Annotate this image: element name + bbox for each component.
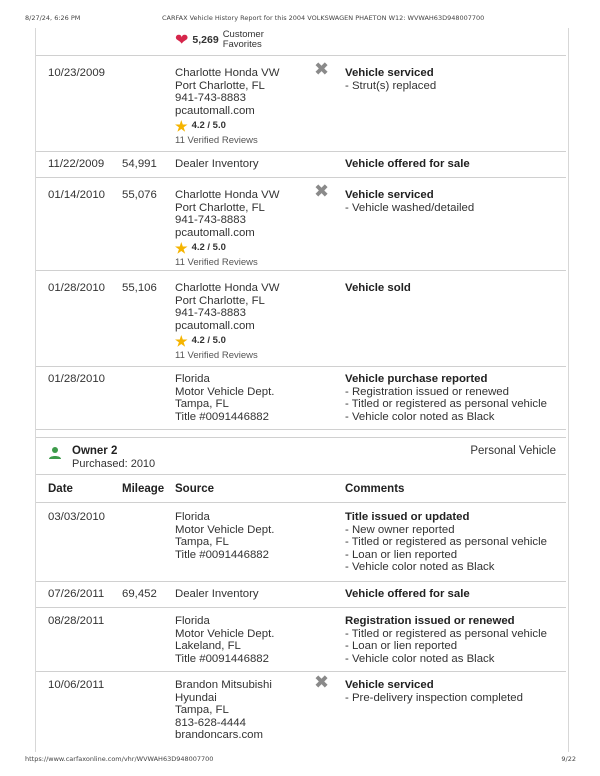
record-date: 11/22/2009 — [48, 158, 105, 170]
print-url: https://www.carfaxonline.com/vhr/WVWAH63D948007700 — [25, 755, 214, 763]
verified-reviews-link[interactable]: 11 Verified Reviews — [175, 349, 258, 361]
table-row — [36, 672, 566, 750]
person-icon — [48, 446, 62, 465]
dealer-website-link[interactable]: pcautomall.com — [175, 226, 255, 239]
owner-purchased: Purchased: 2010 — [72, 458, 156, 470]
record-comment-title: Vehicle offered for sale — [345, 158, 470, 170]
record-date: 01/14/2010 — [48, 189, 106, 201]
record-date: 03/03/2010 — [48, 511, 106, 523]
table-header — [36, 476, 566, 503]
service-icon: ✖ — [314, 181, 330, 201]
table-row — [36, 56, 566, 152]
heart-icon: ❤ — [175, 32, 189, 49]
record-comments: Vehicle serviced - Strut(s) replaced — [345, 67, 437, 92]
dealer-website-link[interactable]: pcautomall.com — [175, 319, 255, 332]
record-date: 07/26/2011 — [48, 588, 105, 600]
record-date: 10/06/2011 — [48, 679, 105, 691]
header-mileage: Mileage — [122, 483, 165, 495]
record-comments: Vehicle serviced - Pre-delivery inspection completed — [345, 679, 523, 704]
table-row — [36, 271, 566, 367]
record-mileage: 55,076 — [122, 189, 157, 201]
table-row — [36, 503, 566, 582]
dealer-website-link[interactable]: brandoncars.com — [175, 729, 264, 741]
record-comment-title: Vehicle offered for sale — [345, 588, 470, 600]
header-comments: Comments — [345, 483, 405, 495]
table-row — [36, 582, 566, 608]
service-icon: ✖ — [314, 672, 330, 692]
star-icon: ★ — [175, 240, 188, 257]
record-mileage: 69,452 — [122, 588, 157, 600]
print-page-number: 9/22 — [561, 755, 576, 763]
record-comments: Title issued or updated - New owner reported - Titled or registered as personal vehicle - Loan or lien reported - Vehicle color noted as Black — [345, 511, 547, 573]
record-source: Charlotte Honda VW Port Charlotte, FL 941-743-8883 pcautomall.com ★ 4.2 / 5.0 11 Verified Reviews — [175, 189, 280, 268]
dealer-website-link[interactable]: pcautomall.com — [175, 104, 255, 117]
owner-vehicle-type: Personal Vehicle — [470, 445, 556, 457]
record-date: 01/28/2010 — [48, 282, 106, 294]
star-icon: ★ — [175, 333, 188, 350]
record-source: Florida Motor Vehicle Dept. Lakeland, FL Title #0091446882 — [175, 615, 275, 665]
record-source: Brandon Mitsubishi Hyundai Tampa, FL 813-628-4444 brandoncars.com — [175, 679, 272, 741]
record-comments: Registration issued or renewed - Titled or registered as personal vehicle - Loan or lien reported - Vehicle color noted as Black — [345, 615, 547, 665]
favorites-row-end — [36, 28, 566, 56]
record-source: Charlotte Honda VW Port Charlotte, FL 941-743-8883 pcautomall.com ★ 4.2 / 5.0 11 Verified Reviews — [175, 282, 280, 361]
print-datetime: 8/27/24, 6:26 PM — [25, 14, 81, 22]
print-title: CARFAX Vehicle History Report for this 2004 VOLKSWAGEN PHAETON W12: WVWAH63D948007700 — [162, 14, 485, 22]
record-source: Dealer Inventory — [175, 588, 259, 600]
verified-reviews-link[interactable]: 11 Verified Reviews — [175, 256, 258, 268]
record-date: 10/23/2009 — [48, 67, 106, 79]
record-comments: Vehicle purchase reported - Registration issued or renewed - Titled or registered as personal vehicle - Vehicle color noted as Black — [345, 373, 547, 423]
favorites-count: 5,269 — [192, 34, 219, 46]
dealer-rating[interactable]: ★ 4.2 / 5.0 — [175, 118, 226, 135]
record-date: 01/28/2010 — [48, 373, 106, 385]
table-row — [36, 152, 566, 178]
record-source: Florida Motor Vehicle Dept. Tampa, FL Title #0091446882 — [175, 511, 275, 561]
favorites-label: Customer Favorites — [222, 29, 264, 50]
record-date: 08/28/2011 — [48, 615, 105, 627]
table-row — [36, 367, 566, 430]
record-mileage: 54,991 — [122, 158, 157, 170]
verified-reviews-link[interactable]: 11 Verified Reviews — [175, 134, 258, 146]
record-source: Dealer Inventory — [175, 158, 259, 170]
owner-2-header — [36, 437, 566, 475]
record-source: Charlotte Honda VW Port Charlotte, FL 941-743-8883 pcautomall.com ★ 4.2 / 5.0 11 Verified Reviews — [175, 67, 280, 146]
dealer-rating[interactable]: ★ 4.2 / 5.0 — [175, 333, 226, 350]
star-icon: ★ — [175, 118, 188, 135]
table-row — [36, 178, 566, 271]
record-source: Florida Motor Vehicle Dept. Tampa, FL Title #0091446882 — [175, 373, 275, 423]
owner-title: Owner 2 — [72, 445, 118, 457]
dealer-rating[interactable]: ★ 4.2 / 5.0 — [175, 240, 226, 257]
header-date: Date — [48, 483, 73, 495]
record-comment-title: Vehicle sold — [345, 282, 411, 294]
record-mileage: 55,106 — [122, 282, 157, 294]
service-icon: ✖ — [314, 59, 330, 79]
header-source: Source — [175, 483, 214, 495]
table-row — [36, 608, 566, 672]
record-comments: Vehicle serviced - Vehicle washed/detailed — [345, 189, 475, 214]
